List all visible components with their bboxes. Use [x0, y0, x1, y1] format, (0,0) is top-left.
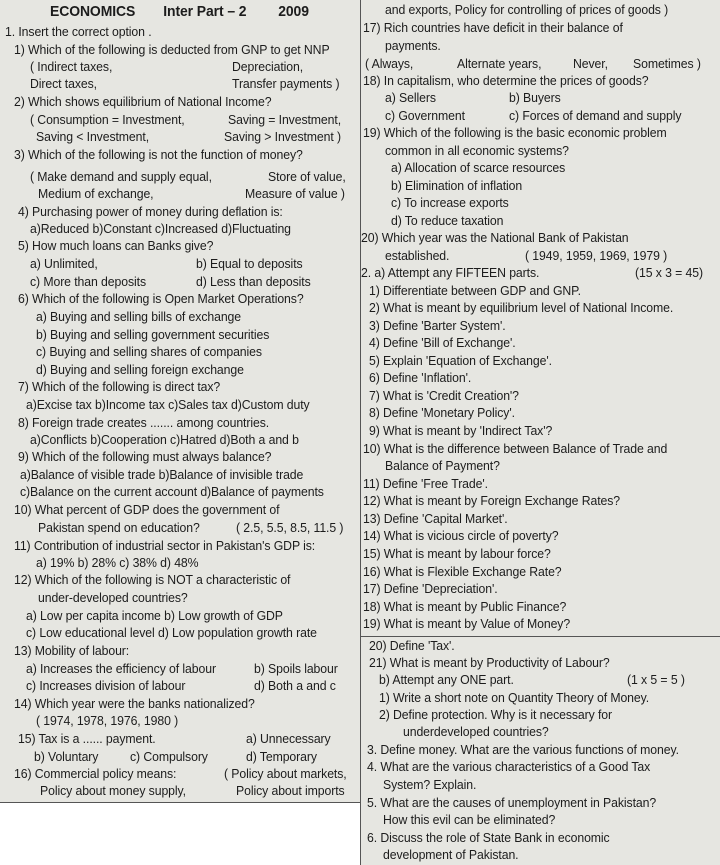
question-14: 14) Which year were the banks nationalized? — [14, 696, 255, 711]
question-6: 6) Which of the following is Open Market Operations? — [18, 291, 304, 306]
option: Saving < Investment, — [36, 129, 150, 144]
short-question: 16) What is Flexible Exchange Rate? — [363, 564, 562, 579]
section-2b-heading: b) Attempt any ONE part. — [379, 672, 514, 687]
option: ( Always, — [365, 56, 414, 71]
option: a) Buying and selling bills of exchange — [36, 309, 242, 324]
option: Policy about money supply, — [40, 783, 186, 798]
question-9: 9) Which of the following must always balance? — [18, 449, 272, 464]
option: Medium of exchange, — [38, 186, 154, 201]
option: Saving = Investment, — [228, 112, 342, 127]
short-question: 12) What is meant by Foreign Exchange Rates? — [363, 493, 620, 508]
long-question: 4. What are the various characteristics of a Good Tax — [367, 759, 651, 774]
options-row: a)Balance of visible trade b)Balance of invisible trade — [20, 467, 304, 482]
question-8: 8) Foreign trade creates ....... among countries. — [18, 415, 270, 430]
question-12-cont: under-developed countries? — [38, 590, 188, 605]
option: Never, — [573, 56, 608, 71]
long-question: 6. Discuss the role of State Bank in economic — [367, 830, 610, 845]
options-row: ( 1974, 1978, 1976, 1980 ) — [36, 713, 179, 728]
option: Policy about imports — [236, 783, 345, 798]
option: a) Unlimited, — [30, 256, 98, 271]
long-option: 1) Write a short note on Quantity Theory of Money. — [379, 690, 650, 705]
option: Transfer payments ) — [232, 76, 340, 91]
option: Store of value, — [268, 169, 346, 184]
short-question: 1) Differentiate between GDP and GNP. — [369, 283, 581, 298]
option: Measure of value ) — [245, 186, 345, 201]
header-part: Inter Part – 2 — [163, 3, 247, 20]
question-19: 19) Which of the following is the basic economic problem — [363, 125, 667, 140]
long-question: 3. Define money. What are the various functions of money. — [367, 742, 679, 757]
option: ( Policy about markets, — [224, 766, 347, 781]
option: c) To increase exports — [391, 195, 509, 210]
short-question: 4) Define 'Bill of Exchange'. — [369, 335, 516, 350]
option: c) More than deposits — [30, 274, 146, 289]
options-row: a)Excise tax b)Income tax c)Sales tax d)Custom duty — [26, 397, 310, 412]
question-3: 3) Which of the following is not the function of money? — [14, 147, 303, 162]
option: c) Buying and selling shares of companies — [36, 344, 262, 359]
options-row: a) 19% b) 28% c) 38% d) 48% — [36, 555, 199, 570]
short-question: 14) What is vicious circle of poverty? — [363, 528, 559, 543]
short-question: 11) Define 'Free Trade'. — [363, 476, 488, 491]
short-question: 5) Explain 'Equation of Exchange'. — [369, 353, 552, 368]
option: d) Temporary — [246, 749, 317, 764]
question-20-cont: established. — [385, 248, 450, 263]
question-16-cont: and exports, Policy for controlling of prices of goods ) — [385, 2, 669, 17]
option: a) Increases the efficiency of labour — [26, 661, 216, 676]
options-row: a) Low per capita income b) Low growth of GDP — [26, 608, 283, 623]
option: Sometimes ) — [633, 56, 701, 71]
option: a) Unnecessary — [246, 731, 331, 746]
option: Direct taxes, — [30, 76, 97, 91]
question-5: 5) How much loans can Banks give? — [18, 238, 214, 253]
short-question: 7) What is 'Credit Creation'? — [369, 388, 519, 403]
short-question: 2) What is meant by equilibrium level of National Income. — [369, 300, 674, 315]
q1-heading: 1. Insert the correct option . — [5, 24, 152, 39]
option: ( Consumption = Investment, — [30, 112, 185, 127]
question-10: 10) What percent of GDP does the government of — [14, 502, 280, 517]
long-question: 5. What are the causes of unemployment in Pakistan? — [367, 795, 657, 810]
short-question-cont: Balance of Payment? — [385, 458, 500, 473]
question-16: 16) Commercial policy means: — [14, 766, 177, 781]
question-11: 11) Contribution of industrial sector in Pakistan's GDP is: — [14, 538, 316, 553]
section-2a-heading: 2. a) Attempt any FIFTEEN parts. — [361, 265, 540, 280]
option: d) To reduce taxation — [391, 213, 504, 228]
short-question: 3) Define 'Barter System'. — [369, 318, 506, 333]
option: Depreciation, — [232, 59, 304, 74]
short-question: 18) What is meant by Public Finance? — [363, 599, 567, 614]
section-2b-marks: (1 x 5 = 5 ) — [627, 672, 685, 687]
short-question: 6) Define 'Inflation'. — [369, 370, 472, 385]
long-question-cont: development of Pakistan. — [383, 847, 519, 862]
option: Alternate years, — [457, 56, 542, 71]
header — [50, 3, 309, 20]
question-17-cont: payments. — [385, 38, 441, 53]
option: b) Equal to deposits — [196, 256, 303, 271]
option: a) Allocation of scarce resources — [391, 160, 566, 175]
question-4: 4) Purchasing power of money during deflation is: — [18, 204, 283, 219]
question-19-cont: common in all economic systems? — [385, 143, 569, 158]
header-subject: ECONOMICS — [50, 3, 136, 20]
option: Saving > Investment ) — [224, 129, 342, 144]
option: ( Make demand and supply equal, — [30, 169, 212, 184]
question-1: 1) Which of the following is deducted from GNP to get NNP — [14, 42, 330, 57]
option: ( Indirect taxes, — [30, 59, 113, 74]
long-option: 2) Define protection. Why is it necessary for — [379, 707, 613, 722]
question-13: 13) Mobility of labour: — [14, 643, 130, 658]
short-question: 8) Define 'Monetary Policy'. — [369, 405, 515, 420]
question-10-cont: Pakistan spend on education? — [38, 520, 200, 535]
question-2: 2) Which shows equilibrium of National Income? — [14, 94, 272, 109]
short-question: 13) Define 'Capital Market'. — [363, 511, 508, 526]
question-15: 15) Tax is a ...... payment. — [18, 731, 156, 746]
long-question-cont: How this evil can be eliminated? — [383, 812, 556, 827]
option: a) Sellers — [385, 90, 436, 105]
option: d) Less than deposits — [196, 274, 311, 289]
option: b) Spoils labour — [254, 661, 338, 676]
option: c) Government — [385, 108, 465, 123]
left-top-clipping — [0, 0, 361, 167]
option: c) Forces of demand and supply — [509, 108, 682, 123]
question-7: 7) Which of the following is direct tax? — [18, 379, 221, 394]
section-2a-marks: (15 x 3 = 45) — [635, 265, 703, 280]
long-question-cont: System? Explain. — [383, 777, 477, 792]
option: d) Both a and c — [254, 678, 336, 693]
left-main-clipping — [0, 166, 361, 803]
option: c) Compulsory — [130, 749, 208, 764]
question-20: 20) Which year was the National Bank of Pakistan — [361, 230, 629, 245]
options-row: c) Low educational level d) Low population growth rate — [26, 625, 317, 640]
options-row: ( 2.5, 5.5, 8.5, 11.5 ) — [236, 520, 344, 535]
short-question: 20) Define 'Tax'. — [369, 638, 455, 653]
option: b) Buying and selling government securities — [36, 327, 270, 342]
option: b) Elimination of inflation — [391, 178, 523, 193]
option: c) Increases division of labour — [26, 678, 186, 693]
question-12: 12) Which of the following is NOT a characteristic of — [14, 572, 291, 587]
short-question: 21) What is meant by Productivity of Labour? — [369, 655, 610, 670]
options-row: c)Balance on the current account d)Balance of payments — [20, 484, 324, 499]
short-question: 10) What is the difference between Balance of Trade and — [363, 441, 668, 456]
options-row: a)Reduced b)Constant c)Increased d)Fluctuating — [30, 221, 291, 236]
right-bottom-clipping — [360, 636, 720, 865]
question-17: 17) Rich countries have deficit in their balance of — [363, 20, 623, 35]
short-question: 17) Define 'Depreciation'. — [363, 581, 498, 596]
question-18: 18) In capitalism, who determine the prices of goods? — [363, 73, 649, 88]
short-question: 19) What is meant by Value of Money? — [363, 616, 571, 631]
header-year: 2009 — [278, 3, 309, 20]
option: d) Buying and selling foreign exchange — [36, 362, 244, 377]
options-row: ( 1949, 1959, 1969, 1979 ) — [525, 248, 668, 263]
option: b) Buyers — [509, 90, 561, 105]
option: b) Voluntary — [34, 749, 99, 764]
short-question: 9) What is meant by 'Indirect Tax'? — [369, 423, 553, 438]
short-question: 15) What is meant by labour force? — [363, 546, 551, 561]
options-row: a)Conflicts b)Cooperation c)Hatred d)Both a and b — [30, 432, 299, 447]
right-main-clipping — [360, 0, 720, 636]
long-option-cont: underdeveloped countries? — [403, 724, 549, 739]
